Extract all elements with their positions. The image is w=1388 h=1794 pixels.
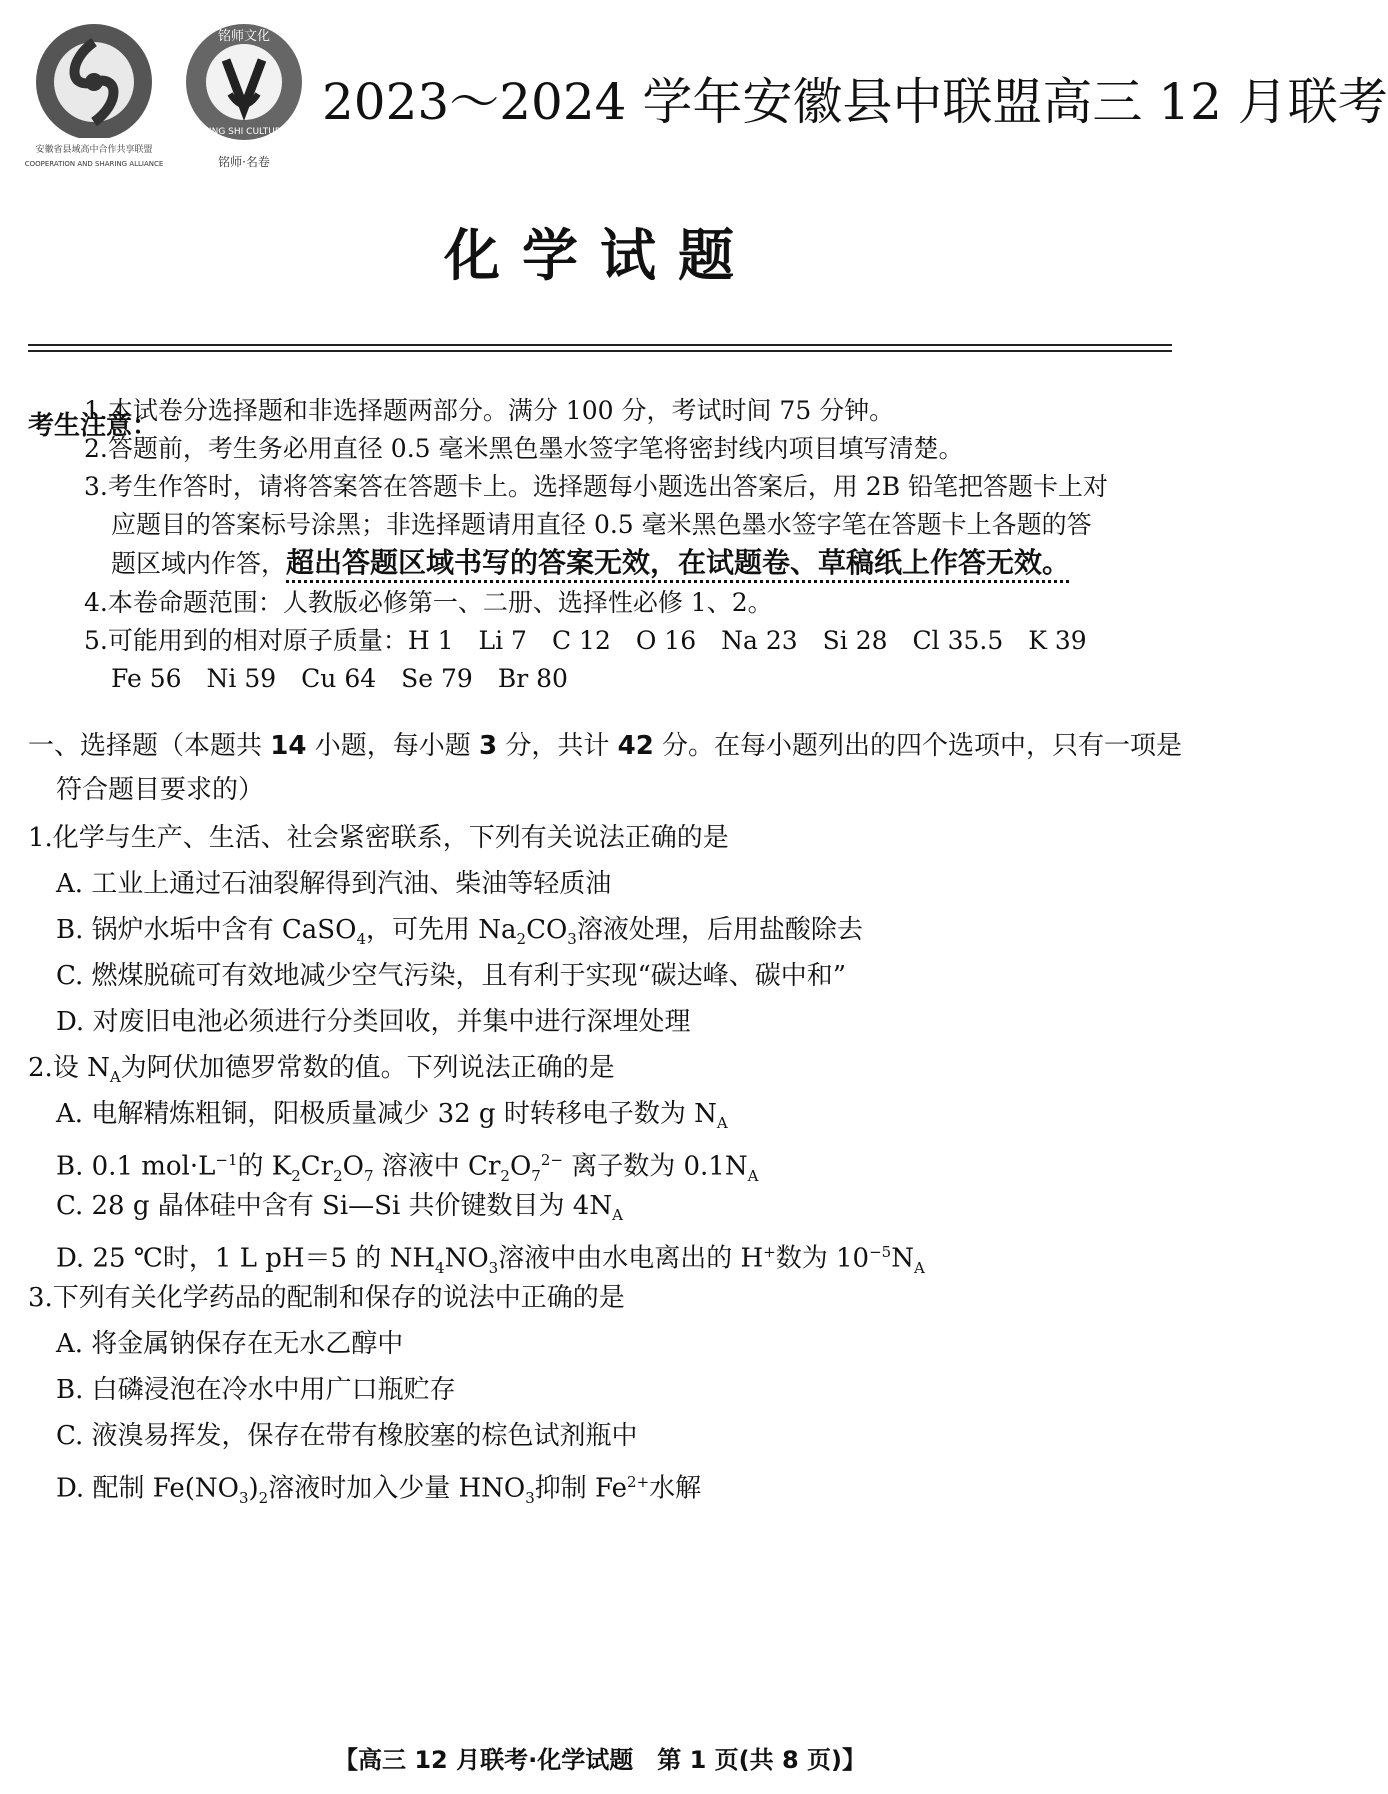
question-3-option-d: D. 配制 $Fe(NO_3)_2$溶液时加入少量 $HNO_3$抑制 $Fe^{2+}$水解 (56, 1473, 702, 1507)
question-3-option-c: C. 液溴易挥发，保存在带有橡胶塞的棕色试剂瓶中 (56, 1421, 638, 1451)
notice-item-3-end (111, 544, 1201, 583)
question-1-option-b: B. 锅炉水垢中含有 CaSO$_4$，可先用 $Na_2CO_3$溶液处理，后用盐酸除去 (56, 915, 863, 949)
question-2-option-a: A. 电解精炼粗铜，阳极质量减少 32 g 时转移电子数为 $N_A$ (56, 1099, 728, 1133)
points-total: 42 (617, 731, 654, 761)
question-1-option-c: C. 燃煤脱硫可有效地减少空气污染，且有利于实现“碳达峰、碳中和” (56, 961, 847, 991)
question-3-option-a: A. 将金属钠保存在无水乙醇中 (56, 1329, 404, 1359)
notice-item-3: 3.考生作答时，请将答案答在答题卡上。选择题每小题选出答案后，用 2B 铅笔把答题卡上对 (84, 472, 1109, 501)
page-footer: 【高三 12 月联考·化学试题 第 1 页(共 8 页)】 (334, 1746, 866, 1774)
svg-text:MING SHI CULTURE: MING SHI CULTURE (201, 127, 287, 137)
divider-top (28, 344, 1172, 346)
svg-text:安徽省县域高中合作共享联盟: 安徽省县域高中合作共享联盟 (35, 145, 153, 155)
question-3-stem: 3.下列有关化学药品的配制和保存的说法中正确的是 (28, 1283, 625, 1313)
question-2-option-c: C. 28 g 晶体硅中含有 Si—Si 共价键数目为 $4N_A$ (56, 1191, 623, 1225)
question-count: 14 (270, 731, 307, 761)
svg-text:COOPERATION AND SHARING ALLIAN: COOPERATION AND SHARING ALLIANCE (24, 160, 164, 168)
section-prefix: 一、选择题（本题共 (28, 731, 271, 761)
notice-warning: 超出答题区域书写的答案无效，在试题卷、草稿纸上作答无效。 (286, 546, 1071, 579)
notice-item-5: 5.可能用到的相对原子质量：H 1 Li 7 C 12 O 16 Na 23 Si 28 Cl 35.5 K 39 (84, 626, 1087, 655)
points-each: 3 (478, 731, 498, 761)
section-heading (28, 726, 1183, 766)
subject-title: 化学试题 (444, 224, 756, 289)
question-3-option-b: B. 白磷浸泡在冷水中用广口瓶贮存 (56, 1375, 456, 1405)
section-suffix: 分。在每小题列出的四个选项中，只有一项是 (653, 731, 1183, 761)
question-1-stem: 1.化学与生产、生活、社会紧密联系，下列有关说法正确的是 (28, 823, 729, 853)
notice-item-3-cont: 应题目的答案标号涂黑；非选择题请用直径 0.5 毫米黑色墨水签字笔在答题卡上各题的答 (111, 510, 1092, 539)
exam-title: 2023～2024 学年安徽县中联盟高三 12 月联考 (322, 73, 1388, 131)
question-1-option-d: D. 对废旧电池必须进行分类回收，并集中进行深埋处理 (56, 1007, 691, 1037)
question-2-stem: 2.设 $N_A$为阿伏加德罗常数的值。下列说法正确的是 (28, 1053, 615, 1087)
alliance-logo (24, 20, 164, 178)
mingshi-culture-logo (178, 20, 310, 178)
header-logos (24, 20, 310, 178)
question-1-option-a: A. 工业上通过石油裂解得到汽油、柴油等轻质油 (56, 869, 612, 899)
section-mid2: 分，共计 (497, 731, 618, 761)
notice-item-1: 1.本试卷分选择题和非选择题两部分。满分 100 分，考试时间 75 分钟。 (84, 396, 895, 425)
notice-item-4: 4.本卷命题范围：人教版必修第一、二册、选择性必修 1、2。 (84, 588, 773, 617)
divider-bottom (28, 350, 1172, 352)
notice-heading: 考生注意： (28, 411, 159, 441)
notice-item-3-lead: 题区域内作答， (111, 549, 287, 578)
notice-item-5-cont: Fe 56 Ni 59 Cu 64 Se 79 Br 80 (111, 664, 568, 693)
notice-item-2: 2.答题前，考生务必用直径 0.5 毫米黑色墨水签字笔将密封线内项目填写清楚。 (84, 434, 964, 463)
question-2-option-d: D. 25 ℃时，1 L pH＝5 的 $NH_4NO_3$溶液中由水电离出的 H+数为 $10^{-5}N_A$ (56, 1243, 925, 1277)
svg-text:铭师文化: 铭师文化 (217, 29, 271, 44)
logo-caption: 铭师·名卷 (218, 155, 270, 169)
section-mid1: 小题，每小题 (306, 731, 479, 761)
section-heading-line2: 符合题目要求的） (56, 775, 265, 805)
question-2-option-b: B. 0.1 $mol\cdot L^{-1}$的 $K_2Cr_2O_7$ 溶液中 $Cr_2O_7^{2-}$ 离子数为 $0.1N_A$ (56, 1151, 759, 1185)
